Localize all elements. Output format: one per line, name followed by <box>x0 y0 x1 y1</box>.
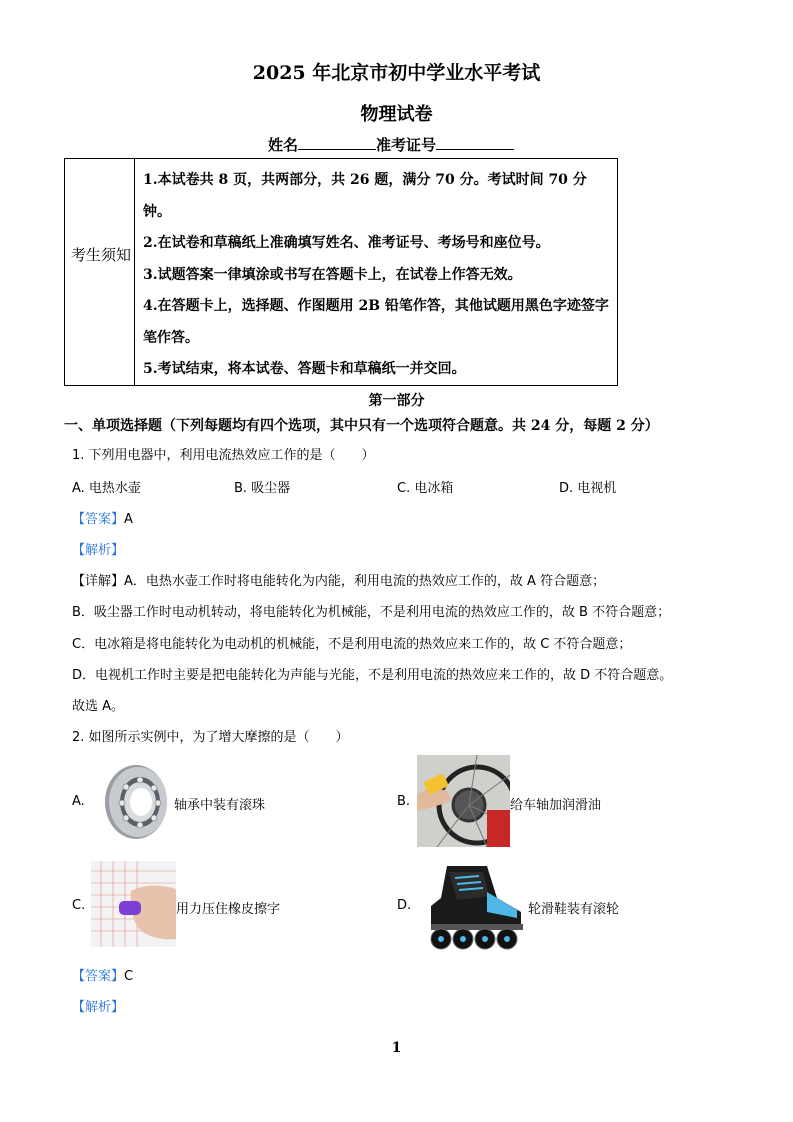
bike-lubricant-image <box>417 755 510 847</box>
q1-detail-line: C．电冰箱是将电能转化为电动机的机械能，不是利用电流的热效应来工作的，故 C 不符合题意； <box>72 637 632 652</box>
answer-value: C <box>124 969 134 984</box>
exam-title: 2025 年北京市初中学业水平考试 <box>252 62 541 84</box>
q1-detail-line: 故选 A。 <box>72 699 125 714</box>
q1-answer <box>72 508 133 527</box>
candidate-notice-box <box>64 158 618 386</box>
q2-option-c-letter: C. <box>72 898 86 913</box>
answer-tag: 【答案】 <box>72 969 125 984</box>
q2-analysis-tag: 【解析】 <box>72 1000 125 1015</box>
eraser-image <box>91 861 176 947</box>
q2-option-a-text: 轴承中装有滚珠 <box>174 798 266 813</box>
q1-option-a: A. 电热水壶 <box>72 481 141 496</box>
page-number: 1 <box>391 1040 402 1056</box>
q2-option-d-letter: D. <box>397 898 412 913</box>
q1-option-d: D. 电视机 <box>559 481 617 496</box>
detail-tag: 【详解】 <box>72 574 125 589</box>
answer-tag: 【答案】 <box>72 512 125 527</box>
q2-option-b-letter: B. <box>397 794 411 809</box>
notice-item: 1.本试卷共 8 页，共两部分，共 26 题，满分 70 分。考试时间 70 分钟。 <box>143 172 587 220</box>
q2-option-d-text: 轮滑鞋装有滚轮 <box>528 902 620 917</box>
q2-option-c-text: 用力压住橡皮擦字 <box>176 902 281 917</box>
ball-bearing-image <box>100 756 172 846</box>
q2-option-a-letter: A. <box>72 794 85 809</box>
notice-item: 4.在答题卡上，选择题、作图题用 2B 铅笔作答，其他试题用黑色字迹签字笔作答。 <box>143 298 609 346</box>
name-blank <box>298 135 376 150</box>
exam-subtitle: 物理试卷 <box>360 104 433 125</box>
notice-item: 3.试题答案一律填涂或书写在答题卡上，在试卷上作答无效。 <box>143 266 522 283</box>
notice-label: 考生须知 <box>71 246 132 264</box>
detail-text: A．电热水壶工作时将电能转化为内能，利用电流的热效应工作的，故 A 符合题意； <box>124 574 606 589</box>
q1-option-c: C. 电冰箱 <box>397 481 454 496</box>
candidate-info-line <box>268 134 514 155</box>
notice-item: 2.在试卷和草稿纸上准确填写姓名、准考证号、考场号和座位号。 <box>143 235 550 251</box>
notice-items <box>143 165 613 386</box>
name-label: 姓名 <box>268 136 299 154</box>
q1-detail-line: D．电视机工作时主要是把电能转化为声能与光能，不是利用电流的热效应来工作的，故 D 不符合题意。 <box>72 668 673 683</box>
notice-label-cell <box>65 159 135 385</box>
q1-analysis-tag: 【解析】 <box>72 543 125 558</box>
q1-detail-line: B．吸尘器工作时电动机转动，将电能转化为机械能，不是利用电流的热效应工作的，故 B 不符合题意； <box>72 605 671 620</box>
q2-answer <box>72 965 133 984</box>
q1-option-b: B. 吸尘器 <box>234 481 291 496</box>
q2-stem: 2. 如图所示实例中，为了增大摩擦的是（ ） <box>72 730 349 745</box>
q1-detail-line <box>72 570 605 589</box>
q1-stem: 1. 下列用电器中，利用电流热效应工作的是（ ） <box>72 448 375 463</box>
section-title: 一、单项选择题（下列每题均有四个选项，其中只有一个选项符合题意。共 24 分，每题 2 分） <box>64 418 659 434</box>
id-blank <box>436 135 514 150</box>
id-label: 准考证号 <box>376 136 437 154</box>
notice-item: 5.考试结束，将本试卷、答题卡和草稿纸一并交回。 <box>143 361 466 377</box>
q2-option-b-text: 给车轴加润滑油 <box>510 798 602 813</box>
answer-value: A <box>124 512 133 527</box>
part-title: 第一部分 <box>368 393 425 409</box>
roller-skate-image <box>417 862 527 950</box>
